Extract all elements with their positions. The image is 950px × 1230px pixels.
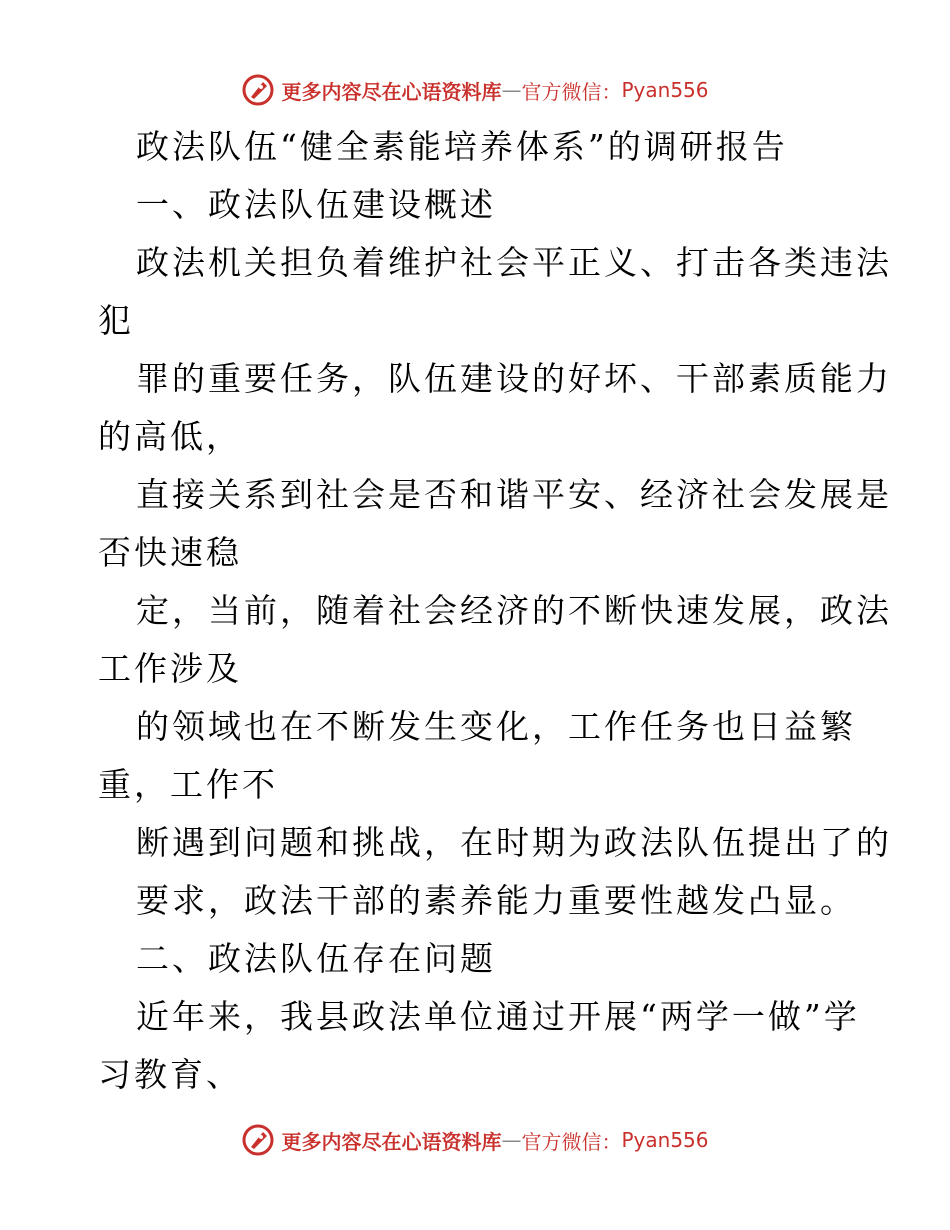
watermark-contact-label: 官方微信： (521, 1129, 622, 1154)
text-line: 直接关系到社会是否和谐平安、经济社会发展是 (136, 475, 892, 514)
text-line: 二、政法队伍存在问题 (136, 939, 496, 978)
watermark-contact-label: 官方微信： (521, 79, 622, 104)
text-line: 近年来，我县政法单位通过开展“两学一做”学 (136, 997, 860, 1036)
text-line: 一、政法队伍建设概述 (136, 185, 496, 224)
text-line: 工作涉及 (98, 649, 242, 688)
document-title: 政法队伍“健全素能培养体系”的调研报告 (136, 127, 788, 166)
document-body (98, 118, 892, 1104)
text-line: 政法机关担负着维护社会平正义、打击各类违法 (136, 243, 892, 282)
text-line: 断遇到问题和挑战，在时期为政法队伍提出了的 (136, 823, 892, 862)
watermark-contact-id: Pyan556 (621, 1128, 709, 1152)
watermark-banner-bottom (0, 1120, 950, 1160)
text-line: 否快速稳 (98, 533, 242, 572)
text-line: 定，当前，随着社会经济的不断快速发展，政法 (136, 591, 892, 630)
watermark-main-text: 更多内容尽在心语资料库 (281, 79, 502, 104)
text-line: 的领域也在不断发生变化，工作任务也日益繁 (136, 707, 856, 746)
watermark-contact-id: Pyan556 (621, 78, 709, 102)
watermark-dash: — (501, 78, 522, 102)
pen-nib-circle-logo-icon (241, 73, 275, 107)
pen-nib-circle-logo-icon (241, 1123, 275, 1157)
text-line: 要求，政法干部的素养能力重要性越发凸显。 (136, 881, 856, 920)
watermark-main-text: 更多内容尽在心语资料库 (281, 1129, 502, 1154)
text-line: 犯 (98, 301, 134, 340)
text-line: 习教育、 (98, 1055, 242, 1094)
text-line: 的高低， (98, 417, 242, 456)
watermark-dash: — (501, 1128, 522, 1152)
watermark-banner-top (0, 70, 950, 110)
text-line: 重，工作不 (98, 765, 278, 804)
text-line: 罪的重要任务，队伍建设的好坏、干部素质能力 (136, 359, 892, 398)
